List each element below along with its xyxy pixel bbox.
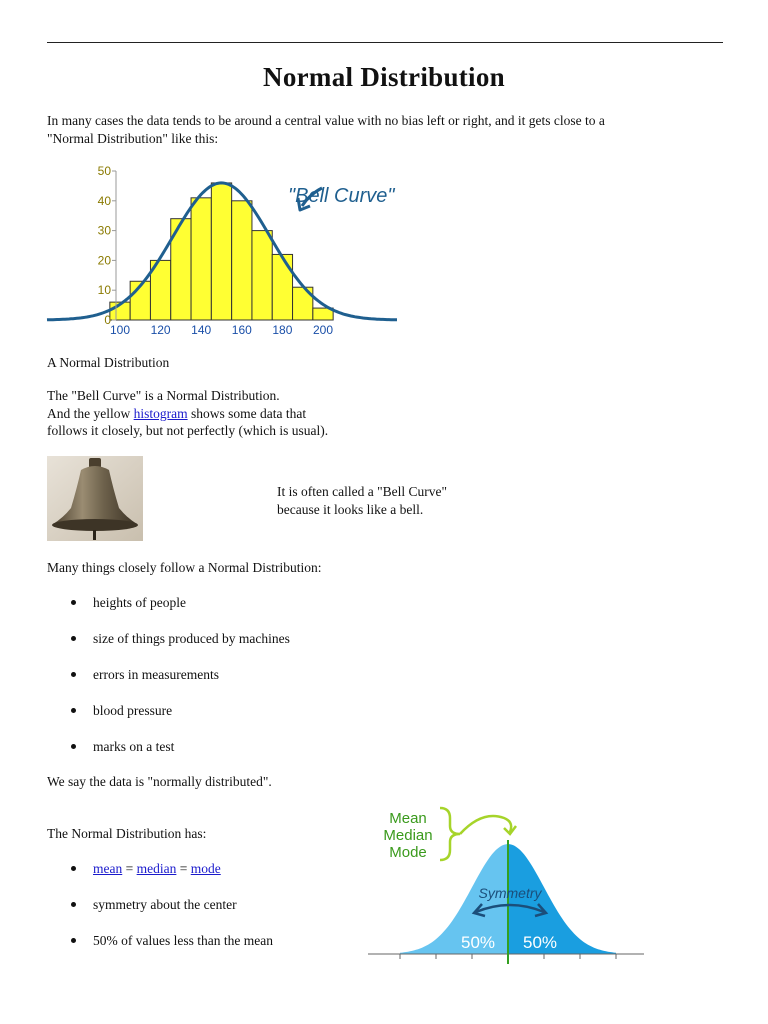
bell-curve-histogram (40, 158, 410, 340)
brace-icon (440, 808, 460, 860)
x-tick-label: 180 (272, 323, 293, 337)
equals-sign: = (176, 861, 191, 876)
list-item: blood pressure (47, 702, 290, 719)
histogram-bar (272, 254, 292, 320)
median-label: Median (383, 827, 433, 844)
median-link[interactable]: median (136, 861, 177, 876)
has-intro: The Normal Distribution has: (47, 826, 207, 841)
list-item: 50% of values less than the mean (47, 932, 273, 949)
intro-line-2: "Normal Distribution" like this: (47, 130, 219, 146)
histogram-bar (211, 183, 231, 320)
mode-label: Mode (389, 844, 427, 861)
histogram-bar (232, 201, 252, 320)
list-item: marks on a test (47, 738, 290, 755)
normally-distributed-text: We say the data is "normally distributed". (47, 774, 272, 789)
list-item: errors in measurements (47, 666, 290, 683)
intro-paragraph (47, 112, 605, 147)
mean-label: Mean (389, 810, 427, 827)
bell-text-line-2-start: And the yellow (47, 405, 134, 421)
y-tick-label: 40 (97, 193, 111, 208)
mean-link[interactable]: mean (93, 861, 123, 876)
equals-sign: = (122, 861, 137, 876)
many-things-intro: Many things closely follow a Normal Distribution: (47, 560, 322, 575)
x-tick-label: 160 (231, 323, 252, 337)
symmetry-label: Symmetry (478, 885, 542, 901)
list-item (47, 860, 273, 877)
x-tick-label: 120 (150, 323, 171, 337)
x-tick-label: 140 (191, 323, 212, 337)
properties-list (47, 860, 273, 949)
y-tick-label: 20 (97, 253, 111, 268)
histogram-bar (191, 198, 211, 320)
y-tick-label: 30 (97, 223, 111, 238)
histogram-link[interactable]: histogram (133, 405, 188, 421)
many-things-list (47, 594, 290, 755)
top-rule (47, 42, 723, 43)
bell-text-line-2-end: shows some data that (187, 405, 307, 421)
left-percentage: 50% (460, 933, 496, 952)
y-tick-label: 10 (97, 283, 111, 298)
intro-line-1: In many cases the data tends to be around a central value with no bias left or right, and it gets close to a (47, 113, 605, 128)
bell-text-line-2 (47, 405, 328, 423)
x-tick-label: 100 (109, 323, 131, 337)
bell-curve-paragraph (47, 387, 328, 440)
histogram-bar (252, 231, 272, 320)
list-item: size of things produced by machines (47, 630, 290, 647)
bell-caption-line-2: because it looks like a bell. (277, 501, 424, 517)
list-item: heights of people (47, 594, 290, 611)
symmetry-diagram (364, 804, 648, 970)
bell-caption-line-1: It is often called a "Bell Curve" (277, 484, 447, 499)
x-tick-label: 200 (312, 323, 334, 337)
chart-caption: A Normal Distribution (47, 355, 170, 370)
mode-link[interactable]: mode (190, 861, 221, 876)
bell-photo (47, 456, 143, 541)
bell-photo-caption (277, 483, 447, 518)
list-item: symmetry about the center (47, 896, 273, 913)
y-tick-label: 0 (104, 313, 111, 327)
bell-curve-annotation: "Bell Curve" (288, 185, 395, 207)
bell-text-line-3: follows it closely, but not perfectly (which is usual). (47, 423, 329, 438)
brace-arrow-icon (460, 816, 516, 834)
right-percentage: 50% (522, 933, 558, 952)
y-tick-label: 50 (97, 164, 111, 178)
page-title: Normal Distribution (263, 62, 505, 92)
bell-text-line-1: The "Bell Curve" is a Normal Distribution. (47, 388, 280, 403)
